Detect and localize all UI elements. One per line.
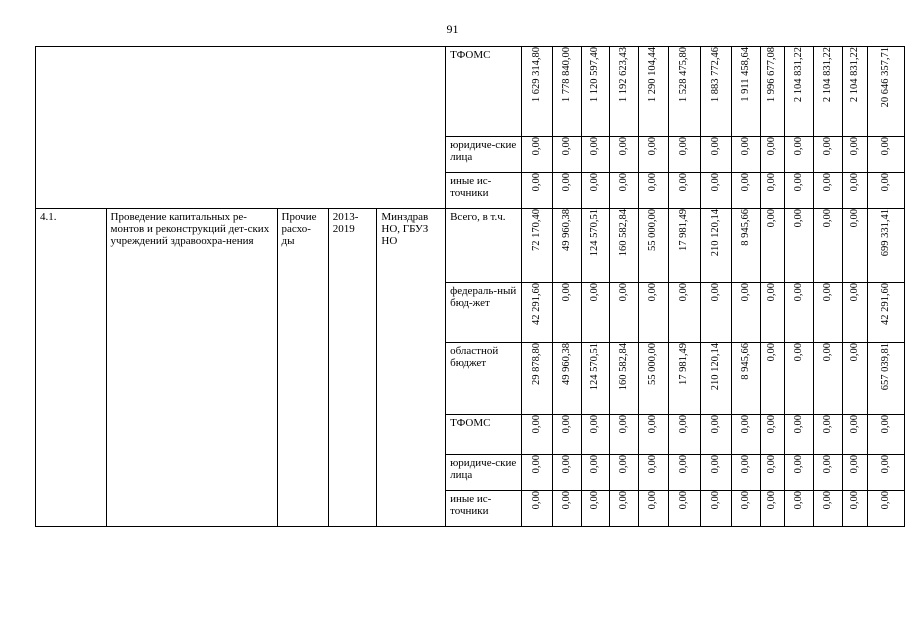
value-cell — [784, 173, 813, 209]
value: 160 582,84 — [617, 343, 629, 391]
value: 0,00 — [678, 283, 690, 302]
value-cell — [668, 343, 700, 415]
value: 0,00 — [739, 283, 751, 302]
value: 0,00 — [560, 415, 572, 434]
value-cell — [814, 47, 843, 137]
value: 0,00 — [678, 137, 690, 156]
value-cell — [668, 283, 700, 343]
value-cell — [843, 491, 868, 527]
value-cell — [522, 455, 553, 491]
value: 0,00 — [766, 209, 778, 228]
value: 0,00 — [880, 137, 892, 156]
value-cell — [843, 47, 868, 137]
source-label: областной бюджет — [450, 345, 499, 369]
value: 20 646 357,71 — [880, 47, 892, 108]
source-label: юридиче-ские лица — [450, 139, 517, 163]
value-cell — [843, 209, 868, 283]
value: 0,00 — [822, 415, 834, 434]
value: 0,00 — [560, 455, 572, 474]
source-cell — [446, 173, 522, 209]
value-cell — [784, 283, 813, 343]
value-cell — [868, 209, 905, 283]
value: 0,00 — [766, 173, 778, 192]
value: 0,00 — [617, 137, 629, 156]
value: 0,00 — [792, 415, 804, 434]
value: 17 981,49 — [678, 343, 690, 385]
value-cell — [553, 283, 581, 343]
value-cell — [784, 415, 813, 455]
value-cell — [610, 137, 638, 173]
value: 0,00 — [849, 173, 861, 192]
source-cell — [446, 343, 522, 415]
value: 0,00 — [678, 455, 690, 474]
value: 0,00 — [678, 173, 690, 192]
value-cell — [553, 47, 581, 137]
value-cell — [760, 173, 784, 209]
value-cell — [668, 415, 700, 455]
value: 0,00 — [739, 415, 751, 434]
item-category: Прочие расхо-ды — [281, 211, 317, 247]
value-cell — [760, 209, 784, 283]
value: 2 104 831,22 — [792, 47, 804, 103]
value-cell — [784, 455, 813, 491]
value: 0,00 — [560, 491, 572, 510]
value: 0,00 — [531, 455, 543, 474]
value: 0,00 — [822, 209, 834, 228]
value-cell — [701, 491, 732, 527]
value-cell — [522, 173, 553, 209]
value: 0,00 — [792, 283, 804, 302]
value-cell — [638, 137, 668, 173]
value-cell — [610, 47, 638, 137]
value: 2 104 831,22 — [822, 47, 834, 103]
value-cell — [610, 173, 638, 209]
value-cell — [581, 47, 609, 137]
table-row — [36, 209, 905, 283]
value: 0,00 — [560, 137, 572, 156]
value: 1 778 840,00 — [560, 47, 572, 103]
value: 0,00 — [617, 173, 629, 192]
value-cell — [868, 415, 905, 455]
value-cell — [553, 455, 581, 491]
value-cell — [553, 209, 581, 283]
value-cell — [760, 137, 784, 173]
value: 0,00 — [849, 491, 861, 510]
value: 0,00 — [589, 137, 601, 156]
value-cell — [638, 455, 668, 491]
value-cell — [784, 47, 813, 137]
value: 0,00 — [617, 283, 629, 302]
value: 0,00 — [647, 491, 659, 510]
value-cell — [701, 209, 732, 283]
value: 0,00 — [739, 455, 751, 474]
budget-table — [35, 46, 905, 527]
value-cell — [868, 283, 905, 343]
value-cell — [760, 455, 784, 491]
page-number: 91 — [446, 22, 459, 36]
value: 17 981,49 — [678, 209, 690, 251]
value-cell — [732, 491, 760, 527]
value: 0,00 — [678, 415, 690, 434]
value: 0,00 — [710, 283, 722, 302]
value: 0,00 — [710, 137, 722, 156]
value-cell — [610, 415, 638, 455]
value: 0,00 — [766, 491, 778, 510]
value-cell — [668, 173, 700, 209]
value: 0,00 — [792, 455, 804, 474]
value-cell — [843, 455, 868, 491]
value-cell — [610, 209, 638, 283]
item-number: 4.1. — [40, 211, 57, 223]
value: 0,00 — [822, 343, 834, 362]
value-cell — [668, 491, 700, 527]
value-cell — [553, 491, 581, 527]
value-cell — [784, 137, 813, 173]
value: 42 291,60 — [531, 283, 543, 325]
value: 1 996 677,08 — [766, 47, 778, 103]
value: 160 582,84 — [617, 209, 629, 257]
value: 0,00 — [589, 173, 601, 192]
value-cell — [732, 137, 760, 173]
value-cell — [638, 47, 668, 137]
value-cell — [638, 415, 668, 455]
value-cell — [760, 343, 784, 415]
item-executor-cell — [377, 209, 446, 527]
value-cell — [784, 209, 813, 283]
value: 0,00 — [739, 491, 751, 510]
value-cell — [732, 173, 760, 209]
value: 0,00 — [589, 415, 601, 434]
value: 72 170,40 — [531, 209, 543, 251]
value-cell — [553, 343, 581, 415]
value: 0,00 — [822, 137, 834, 156]
value-cell — [732, 209, 760, 283]
value-cell — [843, 415, 868, 455]
value: 8 945,66 — [739, 343, 751, 380]
value: 0,00 — [531, 491, 543, 510]
source-cell — [446, 137, 522, 173]
value: 1 120 597,40 — [589, 47, 601, 103]
source-cell — [446, 209, 522, 283]
value: 210 120,14 — [710, 343, 722, 391]
value-cell — [701, 283, 732, 343]
value-cell — [638, 209, 668, 283]
source-label: юридиче-ские лица — [450, 457, 517, 481]
value-cell — [843, 137, 868, 173]
value-cell — [638, 283, 668, 343]
value-cell — [581, 137, 609, 173]
value: 1 883 772,46 — [710, 47, 722, 103]
value-cell — [868, 491, 905, 527]
value: 0,00 — [766, 455, 778, 474]
value: 1 192 623,43 — [617, 47, 629, 103]
value: 0,00 — [849, 137, 861, 156]
value-cell — [760, 47, 784, 137]
value: 55 000,00 — [647, 209, 659, 251]
value: 0,00 — [560, 283, 572, 302]
value-cell — [701, 455, 732, 491]
value-cell — [760, 283, 784, 343]
item-category-cell — [277, 209, 328, 527]
item-name: Проведение капитальных ре-монтов и реконструкций дет-ских учреждений здравоохра-нения — [110, 211, 270, 247]
value: 0,00 — [766, 343, 778, 362]
value: 0,00 — [880, 491, 892, 510]
value: 0,00 — [647, 415, 659, 434]
value-cell — [581, 491, 609, 527]
value: 0,00 — [766, 137, 778, 156]
value-cell — [553, 173, 581, 209]
value-cell — [522, 209, 553, 283]
item-period-cell — [328, 209, 377, 527]
value: 0,00 — [792, 173, 804, 192]
value-cell — [701, 415, 732, 455]
value: 124 570,51 — [589, 209, 601, 257]
value-cell — [522, 415, 553, 455]
value-cell — [814, 415, 843, 455]
value: 0,00 — [647, 137, 659, 156]
value: 0,00 — [560, 173, 572, 192]
value-cell — [868, 343, 905, 415]
value: 0,00 — [849, 343, 861, 362]
value-cell — [668, 47, 700, 137]
value-cell — [784, 343, 813, 415]
source-label: иные ис-точники — [450, 175, 492, 199]
value-cell — [843, 173, 868, 209]
value: 1 290 104,44 — [647, 47, 659, 103]
value: 1 528 475,80 — [678, 47, 690, 103]
value-cell — [522, 343, 553, 415]
value: 0,00 — [710, 415, 722, 434]
value-cell — [522, 283, 553, 343]
value: 124 570,51 — [589, 343, 601, 391]
value-cell — [581, 455, 609, 491]
value: 0,00 — [710, 491, 722, 510]
value-cell — [814, 283, 843, 343]
value: 0,00 — [647, 283, 659, 302]
value: 0,00 — [849, 283, 861, 302]
source-cell — [446, 455, 522, 491]
value-cell — [814, 173, 843, 209]
value-cell — [638, 491, 668, 527]
value-cell — [553, 137, 581, 173]
value: 0,00 — [849, 455, 861, 474]
value: 0,00 — [647, 455, 659, 474]
item-executor: Минздрав НО, ГБУЗ НО — [381, 211, 429, 247]
value-cell — [814, 209, 843, 283]
value-cell — [843, 283, 868, 343]
value-cell — [610, 343, 638, 415]
item-name-cell — [106, 209, 277, 527]
value-cell — [638, 173, 668, 209]
source-label: ТФОМС — [450, 417, 491, 429]
value-cell — [668, 209, 700, 283]
value: 0,00 — [822, 455, 834, 474]
value: 0,00 — [880, 173, 892, 192]
value: 0,00 — [739, 173, 751, 192]
value: 0,00 — [849, 415, 861, 434]
value-cell — [732, 455, 760, 491]
value-cell — [668, 137, 700, 173]
value-cell — [522, 47, 553, 137]
value: 0,00 — [589, 283, 601, 302]
value-cell — [732, 283, 760, 343]
source-cell — [446, 47, 522, 137]
source-label: федераль-ный бюд-жет — [450, 285, 517, 309]
value: 0,00 — [766, 415, 778, 434]
item-period: 2013-2019 — [332, 211, 359, 235]
value-cell — [814, 491, 843, 527]
value-cell — [581, 209, 609, 283]
empty-header-cell — [36, 47, 446, 209]
source-label: ТФОМС — [450, 49, 491, 61]
value: 42 291,60 — [880, 283, 892, 325]
value: 0,00 — [739, 137, 751, 156]
source-label: Всего, в т.ч. — [450, 211, 506, 223]
value: 2 104 831,22 — [849, 47, 861, 103]
value: 0,00 — [678, 491, 690, 510]
value: 1 629 314,80 — [531, 47, 543, 103]
value-cell — [701, 47, 732, 137]
value-cell — [610, 283, 638, 343]
value: 657 039,81 — [880, 343, 892, 391]
item-number-cell — [36, 209, 107, 527]
value-cell — [701, 173, 732, 209]
source-label: иные ис-точники — [450, 493, 492, 517]
value-cell — [868, 137, 905, 173]
value-cell — [553, 415, 581, 455]
value: 49 960,38 — [560, 343, 572, 385]
value-cell — [581, 283, 609, 343]
value: 0,00 — [880, 455, 892, 474]
value-cell — [701, 137, 732, 173]
value: 0,00 — [822, 491, 834, 510]
value: 0,00 — [531, 415, 543, 434]
value-cell — [814, 455, 843, 491]
value-cell — [732, 47, 760, 137]
value-cell — [760, 491, 784, 527]
value-cell — [814, 343, 843, 415]
value-cell — [610, 455, 638, 491]
value-cell — [581, 415, 609, 455]
table-row — [36, 47, 905, 137]
value: 0,00 — [617, 491, 629, 510]
value-cell — [784, 491, 813, 527]
value: 0,00 — [589, 455, 601, 474]
value-cell — [522, 137, 553, 173]
source-cell — [446, 415, 522, 455]
value-cell — [814, 137, 843, 173]
value: 0,00 — [617, 455, 629, 474]
value: 0,00 — [792, 209, 804, 228]
value: 0,00 — [766, 283, 778, 302]
value: 0,00 — [531, 137, 543, 156]
value-cell — [732, 343, 760, 415]
value-cell — [701, 343, 732, 415]
value: 1 911 458,64 — [739, 47, 751, 102]
value-cell — [868, 455, 905, 491]
value-cell — [668, 455, 700, 491]
value: 0,00 — [531, 173, 543, 192]
value: 49 960,38 — [560, 209, 572, 251]
source-cell — [446, 283, 522, 343]
value-cell — [581, 343, 609, 415]
value: 0,00 — [617, 415, 629, 434]
value: 0,00 — [710, 455, 722, 474]
value: 0,00 — [822, 173, 834, 192]
value: 8 945,66 — [739, 209, 751, 246]
value: 0,00 — [792, 137, 804, 156]
value: 55 000,00 — [647, 343, 659, 385]
source-cell — [446, 491, 522, 527]
value: 0,00 — [822, 283, 834, 302]
value-cell — [732, 415, 760, 455]
value: 0,00 — [792, 491, 804, 510]
value-cell — [843, 343, 868, 415]
value-cell — [522, 491, 553, 527]
value-cell — [868, 47, 905, 137]
value: 29 878,80 — [531, 343, 543, 385]
value: 699 331,41 — [880, 209, 892, 257]
value-cell — [610, 491, 638, 527]
value: 0,00 — [792, 343, 804, 362]
value-cell — [868, 173, 905, 209]
value: 0,00 — [589, 491, 601, 510]
value: 0,00 — [880, 415, 892, 434]
value: 210 120,14 — [710, 209, 722, 257]
value-cell — [581, 173, 609, 209]
value-cell — [638, 343, 668, 415]
value: 0,00 — [647, 173, 659, 192]
value-cell — [760, 415, 784, 455]
value: 0,00 — [849, 209, 861, 228]
value: 0,00 — [710, 173, 722, 192]
